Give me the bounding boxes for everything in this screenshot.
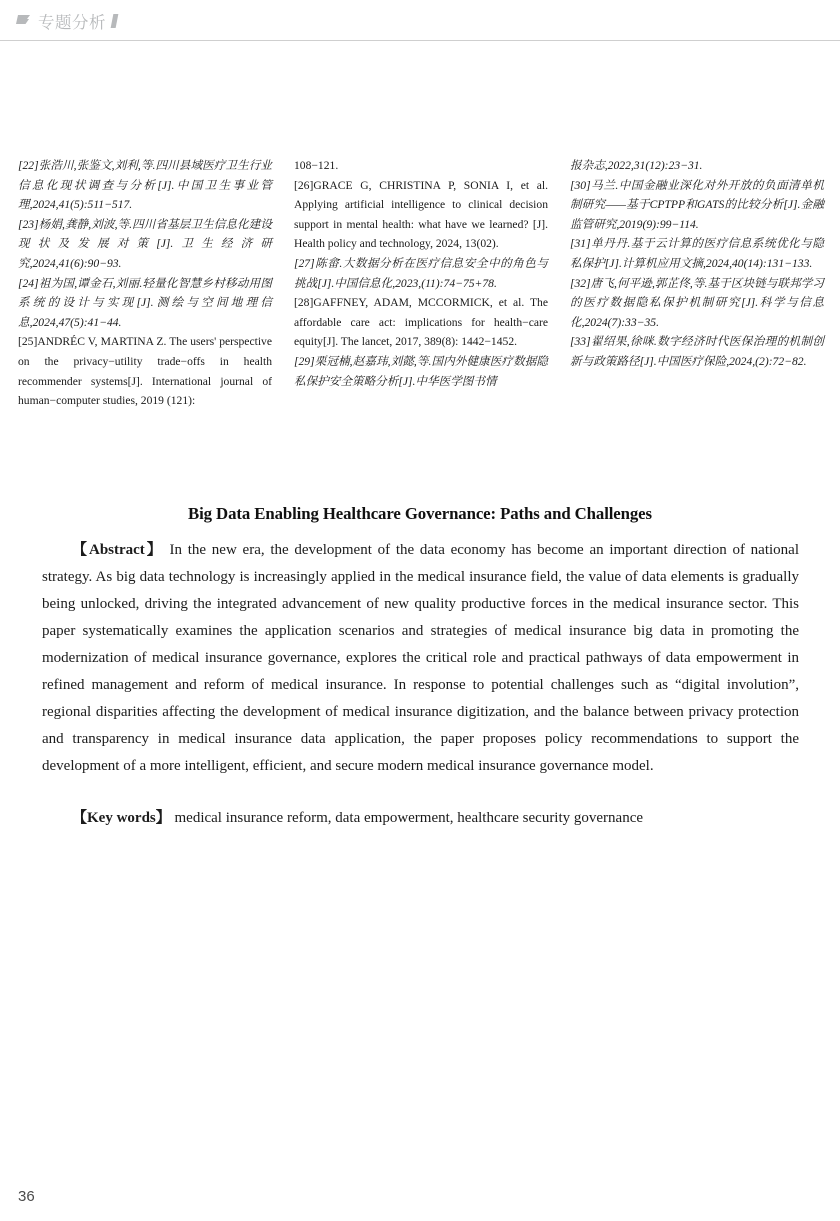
keywords-label: 【Key words】: [72, 810, 171, 826]
reference-item: [23]杨娟,龚静,刘波,等.四川省基层卫生信息化建设现状及发展对策[J].卫生经济研究,2024,41(6):90−93.: [18, 217, 272, 270]
references-column-2: [294, 156, 548, 411]
abstract-body: In the new era, the development of the data economy has become an important direction of national strategy. As big data technology is increasingly applied in the medical insurance field, the value of data elements is gradually being unlocked, driving the integrated advancement of new quality productive forces in the medical insurance sector. This paper systematically examines the application scenarios and strategies of medical insurance big data in promoting the modernization of medical insurance governance, explores the critical role and practical pathways of data empowerment in refined management and reform of medical insurance. In response to potential challenges such as “digital involution”, regional disparities affecting the development of medical insurance digitization, and the balance between privacy protection and transparency in medical insurance data application, the paper proposes policy recommendations to support the development of a more intelligent, efficient, and secure modern medical insurance governance model.: [42, 542, 799, 774]
references-column-3: [570, 156, 824, 411]
page-header: [0, 0, 840, 41]
abstract-label: 【Abstract】: [72, 542, 164, 558]
abstract-paragraph: [42, 537, 799, 780]
keywords-paragraph: [42, 805, 799, 832]
reference-item: [29]栗冠楠,赵嘉玮,刘懿,等.国内外健康医疗数据隐私保护安全策略分析[J].中华医学图书情: [294, 354, 548, 388]
page-number: 36: [18, 1188, 35, 1205]
reference-item: [26]GRACE G, CHRISTINA P, SONIA I, et al. Applying artificial intelligence to clinical decision support in mental health: what have we learned? [J]. Health policy and technology, 2024, 13(02).: [294, 178, 548, 251]
reference-item: [30]马兰.中国金融业深化对外开放的负面清单机制研究——基于CPTPP和GATS的比较分析[J].金融监管研究,2019(9):99−114.: [570, 178, 824, 231]
reference-item: 报杂志,2022,31(12):23−31.: [570, 159, 703, 172]
header-divider: [0, 40, 840, 41]
reference-item: [33]翟绍果,徐咪.数字经济时代医保治理的机制创新与政策路径[J].中国医疗保险,2024,(2):72−82.: [570, 335, 824, 368]
reference-item: [27]陈畲.大数据分析在医疗信息安全中的角色与挑战[J].中国信息化,2023,(11):74−75+78.: [294, 256, 548, 290]
references-block: [18, 156, 824, 411]
page-title: Big Data Enabling Healthcare Governance: Paths and Challenges: [188, 504, 652, 524]
reference-item: [31]单丹丹.基于云计算的医疗信息系统优化与隐私保护[J].计算机应用文摘,2024,40(14):131−133.: [570, 237, 824, 270]
flag-icon: [16, 14, 31, 27]
bar-accent-icon: [111, 14, 119, 28]
reference-item: [28]GAFFNEY, ADAM, MCCORMICK, et al. The affordable care act: implications for health−care equity[J]. The lancet, 2017, 389(8): 1442−1452.: [294, 296, 548, 349]
reference-item: [24]祖为国,谭金石,刘丽.轻量化智慧乡村移动用图系统的设计与实现[J].测绘与空间地理信息,2024,47(5):41−44.: [18, 276, 272, 329]
header-section-title: 专题分析: [38, 13, 106, 32]
reference-item: 108−121.: [294, 159, 339, 172]
references-column-1: [18, 156, 272, 411]
keywords-body: medical insurance reform, data empowerment, healthcare security governance: [170, 810, 644, 826]
reference-item: [25]ANDRÉC V, MARTINA Z. The users' perspective on the privacy−utility trade−offs in health recommender systems[J]. International journal of human−computer studies, 2019 (121):: [18, 335, 272, 408]
reference-item: [22]张浩川,张鉴文,刘利,等.四川县域医疗卫生行业信息化现状调查与分析[J].中国卫生事业管理,2024,41(5):511−517.: [18, 159, 272, 212]
reference-item: [32]唐飞,何平逊,郭芷佟,等.基于区块链与联邦学习的医疗数据隐私保护机制研究[J].科学与信息化,2024(7):33−35.: [570, 276, 824, 329]
